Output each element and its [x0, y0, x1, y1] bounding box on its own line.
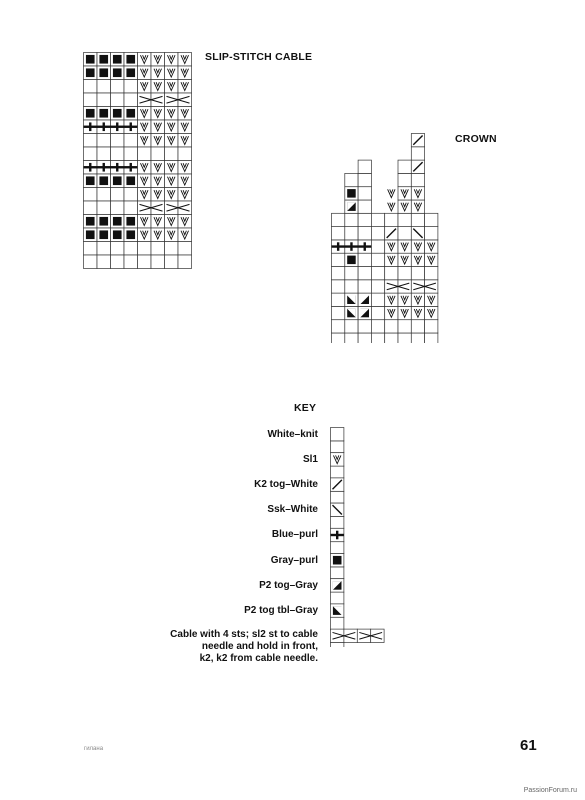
chart-cell: [97, 255, 111, 269]
slip-stitch-cable-title: SLIP-STITCH CABLE: [205, 51, 313, 63]
chart-cell: [385, 320, 398, 333]
p2tog-mark: [360, 295, 369, 304]
gray-purl-mark: [333, 556, 342, 565]
key-title: KEY: [294, 402, 317, 414]
chart-cell: [111, 201, 125, 215]
key-cable-label-line: needle and hold in front,: [201, 641, 318, 653]
chart-cell: [358, 227, 371, 240]
chart-cell: [398, 280, 411, 293]
chart-cell: [332, 280, 345, 293]
chart-cell: [84, 242, 98, 256]
slip-stitch-cable-grid: [83, 52, 195, 272]
chart-cell: [97, 93, 111, 107]
chart-cell: [111, 255, 125, 269]
chart-cell: [371, 267, 384, 280]
chart-cell: [84, 188, 98, 202]
chart-cell: [178, 93, 192, 107]
chart-cell: [411, 147, 424, 160]
key-label: K2 tog–White: [254, 478, 318, 490]
key-label: Sl1: [302, 453, 318, 465]
chart-cell: [371, 240, 384, 253]
chart-cell: [111, 80, 125, 94]
gray-purl-mark: [113, 109, 122, 118]
chart-cell: [411, 333, 424, 343]
chart-cell: [124, 80, 138, 94]
chart-cell: [371, 213, 384, 226]
gray-purl-mark: [86, 217, 95, 226]
chart-cell: [385, 213, 398, 226]
chart-cell: [178, 201, 192, 215]
gray-purl-mark: [86, 176, 95, 185]
gray-purl-mark: [113, 176, 122, 185]
gray-purl-mark: [126, 217, 135, 226]
gray-purl-mark: [126, 176, 135, 185]
chart-cell: [345, 280, 358, 293]
chart-cell: [151, 147, 165, 161]
chart-cell: [425, 320, 438, 333]
p2tog-mark: [360, 309, 369, 318]
chart-cell: [151, 201, 165, 215]
chart-cell: [332, 320, 345, 333]
chart-cell: [358, 320, 371, 333]
chart-cell: [398, 320, 411, 333]
gray-purl-mark: [113, 55, 122, 64]
key-label: P2 tog tbl–Gray: [244, 604, 318, 616]
chart-cell: [371, 293, 384, 306]
chart-cell: [84, 147, 98, 161]
gray-purl-mark: [99, 109, 108, 118]
chart-cell: [425, 267, 438, 280]
chart-cell: [385, 280, 398, 293]
chart-cell: [138, 255, 152, 269]
chart-cell: [165, 93, 179, 107]
gray-purl-mark: [347, 189, 356, 198]
chart-cell: [111, 188, 125, 202]
chart-cell: [358, 187, 371, 200]
crown-chart: [331, 133, 445, 343]
chart-cell: [165, 147, 179, 161]
key-spacer: [331, 517, 344, 529]
gray-purl-mark: [99, 176, 108, 185]
chart-cell: [371, 227, 384, 240]
chart-cell: [345, 320, 358, 333]
gray-purl-mark: [86, 55, 95, 64]
gray-purl-mark: [113, 230, 122, 239]
key-spacer: [331, 466, 344, 478]
gray-purl-mark: [126, 55, 135, 64]
chart-cell: [124, 147, 138, 161]
chart-cell: [358, 160, 371, 173]
gray-purl-mark: [86, 230, 95, 239]
chart-cell: [358, 173, 371, 186]
chart-cell: [138, 147, 152, 161]
chart-cell: [84, 255, 98, 269]
chart-cell: [84, 80, 98, 94]
p2togtbl-mark: [333, 606, 342, 615]
chart-cell: [97, 242, 111, 256]
sl1-mark: [388, 189, 395, 197]
chart-cell: [358, 213, 371, 226]
key-spacer: [331, 542, 344, 554]
page-number: 61: [520, 737, 537, 754]
chart-cell: [345, 227, 358, 240]
chart-cell: [111, 242, 125, 256]
chart-cell: [332, 306, 345, 319]
key-cell: [331, 428, 344, 441]
chart-cell: [332, 213, 345, 226]
key-cable-label-line: Cable with 4 sts; sl2 st to cable: [170, 629, 318, 641]
key-label: Blue–purl: [271, 529, 318, 541]
chart-cell: [151, 255, 165, 269]
chart-cell: [411, 213, 424, 226]
chart-cell: [371, 280, 384, 293]
chart-cell: [124, 255, 138, 269]
key-label: Ssk–White: [267, 504, 318, 516]
chart-cell: [84, 93, 98, 107]
chart-cell: [371, 306, 384, 319]
p2togtbl-mark: [347, 295, 356, 304]
chart-cell: [358, 280, 371, 293]
key-label: Gray–purl: [270, 554, 318, 566]
chart-cell: [138, 242, 152, 256]
key-chart: [330, 427, 390, 647]
key-spacer: [331, 643, 344, 648]
key-cell: [357, 629, 370, 642]
chart-cell: [385, 267, 398, 280]
chart-cell: [84, 201, 98, 215]
chart-cell: [345, 333, 358, 343]
chart-cell: [124, 93, 138, 107]
p2togtbl-mark: [347, 309, 356, 318]
chart-cell: [371, 320, 384, 333]
chart-cell: [398, 173, 411, 186]
p2tog-mark: [347, 202, 356, 211]
key-spacer: [331, 617, 344, 630]
chart-cell: [97, 134, 111, 148]
gray-purl-mark: [99, 68, 108, 77]
chart-cell: [124, 134, 138, 148]
chart-cell: [398, 213, 411, 226]
chart-cell: [425, 213, 438, 226]
chart-cell: [425, 333, 438, 343]
gray-purl-mark: [99, 55, 108, 64]
key-label: P2 tog–Gray: [259, 579, 318, 591]
chart-cell: [178, 255, 192, 269]
chart-cell: [138, 93, 152, 107]
chart-cell: [165, 201, 179, 215]
chart-cell: [124, 188, 138, 202]
key-spacer: [331, 592, 344, 604]
chart-cell: [398, 333, 411, 343]
watermark: PassionForum.ru: [523, 787, 577, 794]
key-spacer: [331, 491, 344, 503]
chart-cell: [345, 213, 358, 226]
chart-cell: [358, 253, 371, 266]
chart-cell: [151, 242, 165, 256]
gray-purl-mark: [126, 230, 135, 239]
gray-purl-mark: [113, 68, 122, 77]
footer-publisher: гилана: [84, 746, 104, 752]
chart-cell: [425, 227, 438, 240]
chart-cell: [398, 267, 411, 280]
chart-cell: [151, 93, 165, 107]
key-cable-label: [170, 629, 318, 665]
chart-cell: [138, 201, 152, 215]
sl1-mark: [388, 203, 395, 211]
chart-cell: [178, 147, 192, 161]
gray-purl-mark: [99, 230, 108, 239]
chart-cell: [398, 160, 411, 173]
key-spacer: [331, 441, 344, 453]
key-cable-label-line: k2, k2 from cable needle.: [199, 653, 318, 665]
chart-cell: [398, 227, 411, 240]
chart-cell: [332, 267, 345, 280]
chart-cell: [111, 93, 125, 107]
chart-cell: [97, 80, 111, 94]
p2tog-mark: [333, 581, 342, 590]
chart-cell: [371, 333, 384, 343]
chart-cell: [111, 134, 125, 148]
chart-cell: [165, 242, 179, 256]
chart-cell: [97, 201, 111, 215]
key-grid: [330, 427, 390, 647]
chart-cell: [411, 267, 424, 280]
key-cell: [371, 629, 384, 642]
chart-cell: [111, 147, 125, 161]
key-cell: [344, 629, 357, 642]
chart-cell: [358, 333, 371, 343]
chart-cell: [345, 267, 358, 280]
chart-cell: [371, 253, 384, 266]
gray-purl-mark: [347, 256, 356, 265]
crown-title: CROWN: [455, 133, 497, 145]
chart-cell: [332, 227, 345, 240]
gray-purl-mark: [126, 109, 135, 118]
chart-cell: [332, 333, 345, 343]
chart-cell: [411, 173, 424, 186]
chart-cell: [425, 280, 438, 293]
key-spacer: [331, 567, 344, 579]
key-label: White–knit: [267, 428, 318, 440]
chart-cell: [332, 253, 345, 266]
chart-cell: [97, 188, 111, 202]
chart-cell: [358, 200, 371, 213]
chart-cell: [178, 242, 192, 256]
chart-cell: [345, 173, 358, 186]
gray-purl-mark: [126, 68, 135, 77]
crown-grid: [331, 133, 445, 343]
chart-cell: [411, 320, 424, 333]
chart-cell: [358, 267, 371, 280]
chart-cell: [165, 255, 179, 269]
chart-cell: [124, 242, 138, 256]
gray-purl-mark: [86, 68, 95, 77]
chart-cell: [411, 280, 424, 293]
chart-cell: [97, 147, 111, 161]
gray-purl-mark: [99, 217, 108, 226]
chart-cell: [332, 293, 345, 306]
chart-cell: [385, 333, 398, 343]
key-cell: [331, 629, 344, 642]
chart-cell: [124, 201, 138, 215]
slip-stitch-cable-chart: [83, 52, 195, 272]
chart-cell: [84, 134, 98, 148]
gray-purl-mark: [113, 217, 122, 226]
gray-purl-mark: [86, 109, 95, 118]
